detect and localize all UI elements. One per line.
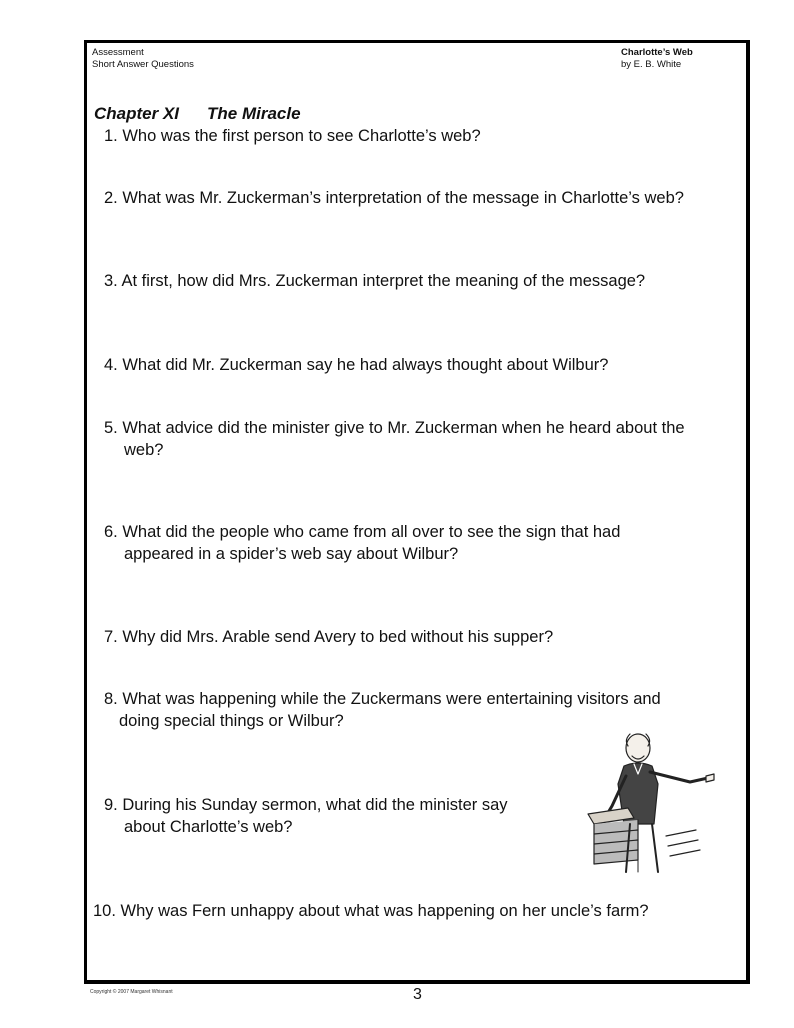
question-text-cont: appeared in a spider’s web say about Wilbur? — [124, 545, 459, 563]
question-number: 1. — [104, 127, 118, 145]
question-text-cont: web? — [124, 441, 164, 459]
page-number: 3 — [413, 986, 422, 1003]
chapter-heading — [94, 104, 301, 124]
question-7 — [104, 626, 553, 648]
copyright-notice: Copyright © 2007 Margaret Whisnant — [90, 989, 173, 995]
question-text: What was Mr. Zuckerman’s interpretation of the message in Charlotte’s web? — [122, 189, 684, 207]
header-left — [92, 47, 194, 71]
header-assessment: Assessment — [92, 47, 144, 58]
question-5 — [104, 417, 685, 461]
question-number: 3. — [104, 272, 118, 290]
question-3 — [104, 270, 645, 292]
question-text: During his Sunday sermon, what did the minister say — [122, 796, 508, 814]
question-1 — [104, 125, 481, 147]
question-text: Why did Mrs. Arable send Avery to bed without his supper? — [122, 628, 554, 646]
question-number: 2. — [104, 189, 118, 207]
question-number: 9. — [104, 796, 118, 814]
question-text: What was happening while the Zuckermans were entertaining visitors and — [122, 690, 661, 708]
question-6 — [104, 521, 620, 565]
question-text: At first, how did Mrs. Zuckerman interpret the meaning of the message? — [121, 272, 646, 290]
question-10 — [93, 900, 649, 922]
question-number: 4. — [104, 356, 118, 374]
question-number: 7. — [104, 628, 118, 646]
chapter-name: The Miracle — [207, 104, 301, 123]
question-text-cont: doing special things or Wilbur? — [119, 712, 344, 730]
question-4 — [104, 354, 608, 376]
question-text: What did Mr. Zuckerman say he had always thought about Wilbur? — [122, 356, 609, 374]
question-number: 6. — [104, 523, 118, 541]
book-title: Charlotte’s Web — [621, 47, 693, 58]
question-2 — [104, 187, 684, 209]
question-text: Who was the first person to see Charlotte’s web? — [122, 127, 481, 145]
question-number: 10. — [93, 902, 116, 920]
question-text: What advice did the minister give to Mr. Zuckerman when he heard about the — [122, 419, 685, 437]
header-subtitle: Short Answer Questions — [92, 59, 194, 70]
question-text: Why was Fern unhappy about what was happening on her uncle’s farm? — [120, 902, 649, 920]
chapter-label: Chapter XI — [94, 104, 180, 123]
question-text: What did the people who came from all over to see the sign that had — [122, 523, 621, 541]
header-right — [621, 47, 693, 71]
question-9 — [104, 794, 508, 838]
question-number: 5. — [104, 419, 118, 437]
book-author: by E. B. White — [621, 59, 682, 70]
question-number: 8. — [104, 690, 118, 708]
question-text-cont: about Charlotte’s web? — [124, 818, 293, 836]
minister-preaching-illustration-icon — [578, 726, 718, 878]
